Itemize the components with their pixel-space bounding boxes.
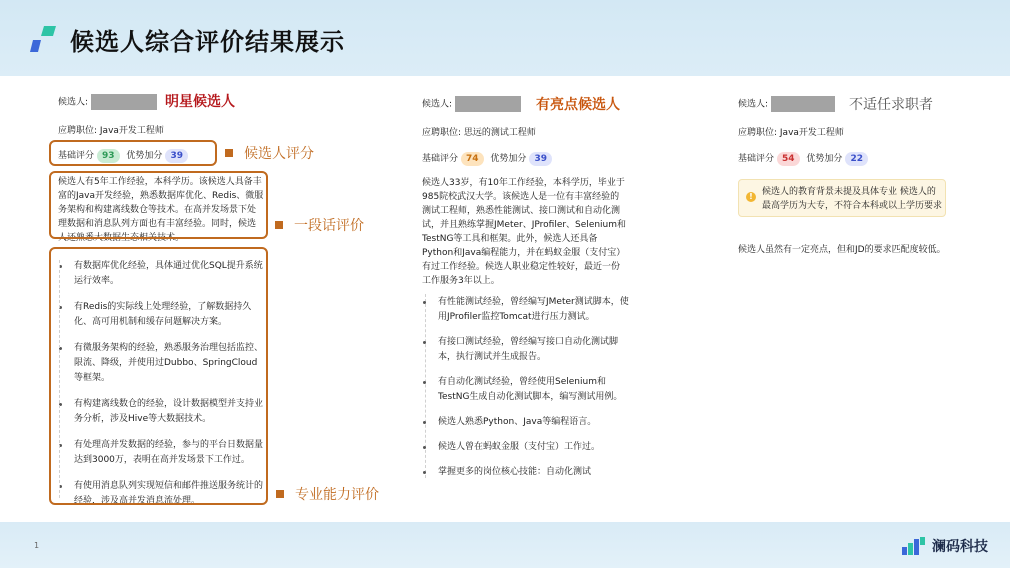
base-score-label: 基础评分: [422, 154, 459, 164]
list-item: 有性能测试经验，曾经编写JMeter测试脚本，使用JProfiler监控Tomcat进行压力测试。: [420, 295, 632, 325]
base-score-label: 基础评分: [58, 151, 95, 161]
callout-summary-text: 一段话评价: [294, 218, 364, 234]
warning-text: 候选人的教育背景未提及具体专业 候选人的最高学历为大专，不符合本科或以上学历要求: [762, 187, 943, 211]
list-item: 候选人熟悉Python、Java等编程语言。: [420, 415, 632, 430]
callout-skills: [276, 484, 379, 504]
base-score-badge: 74: [461, 152, 484, 166]
redacted-name: [771, 96, 835, 112]
bonus-score-label: 优势加分: [806, 154, 843, 164]
skills-highlight-box: [49, 247, 268, 505]
redacted-name: [91, 94, 157, 110]
candidate-name-row: [58, 94, 157, 110]
base-score-label: 基础评分: [738, 154, 775, 164]
list-item: 有微服务架构的经验，熟悉服务治理包括监控、限流、降级，并使用过Dubbo、SpringCloud等框架。: [56, 341, 266, 386]
verdict-label: 不适任求职者: [849, 97, 933, 113]
base-score-badge: 93: [97, 149, 120, 163]
brand-logo: [902, 536, 988, 556]
verdict-label: 有亮点候选人: [536, 97, 620, 113]
callout-marker-icon: [275, 221, 283, 229]
verdict-label: 明星候选人: [165, 94, 235, 110]
summary-text: 候选人33岁，有10年工作经验，本科学历，毕业于985院校武汉大学。该候选人是一位有丰富经验的测试工程师，熟悉性能测试、接口测试和自动化测试，并且熟练掌握JMeter、JProfiler、Selenium和TestNG等工具和框架。此外，候选人还具备Python和Java编程能力，并在蚂蚁金服（支付宝）有过工作经验。候选人职业稳定性较好，最近一份工作服务3年以上。: [422, 178, 627, 286]
list-item: 有接口测试经验，曾经编写接口自动化测试脚本，执行测试并生成报告。: [420, 335, 632, 365]
candidate-label: 候选人:: [422, 99, 453, 110]
list-item: 掌握更多的岗位核心技能：自动化测试: [420, 465, 632, 480]
summary-text: 候选人虽然有一定亮点，但和JD的要求匹配度较低。: [738, 245, 946, 255]
callout-marker-icon: [276, 490, 284, 498]
app-logo-icon: [30, 26, 58, 52]
brand-name: 澜码科技: [932, 539, 988, 555]
bonus-score-label: 优势加分: [126, 151, 163, 161]
header-banner: [0, 0, 1010, 76]
summary-text: 候选人有5年工作经验，本科学历。该候选人具备丰富的Java开发经验，熟悉数据库优化、Redis、微服务架构和构建离线数仓等技术。在高并发场景下处理数据和消息队列方面也有丰富经验。同时，候选人还熟悉大数据生态相关技术。: [58, 177, 264, 243]
list-item: 有处理高并发数据的经验，参与的平台日数据量达到3000万，表明在高并发场景下工作过。: [56, 438, 266, 468]
list-item: 候选人曾在蚂蚁金服（支付宝）工作过。: [420, 440, 632, 455]
position-row: 应聘职位: 思远的测试工程师: [422, 128, 536, 138]
position-row: 应聘职位: Java开发工程师: [58, 126, 164, 136]
list-item: 有自动化测试经验，曾经使用Selenium和TestNG生成自动化测试脚本，编写测试用例。: [420, 375, 632, 405]
score-row: [738, 151, 872, 166]
candidate-name-row: [738, 96, 835, 112]
bonus-score-label: 优势加分: [490, 154, 527, 164]
position-row: 应聘职位: Java开发工程师: [738, 128, 844, 138]
callout-rating-text: 候选人评分: [244, 146, 314, 162]
skills-list: [420, 295, 632, 480]
bonus-score-badge: 39: [165, 149, 188, 163]
score-row: [422, 151, 556, 166]
list-item: 有使用消息队列实现短信和邮件推送服务统计的经验，涉及高并发消息流处理。: [56, 479, 266, 509]
bonus-score-badge: 22: [845, 152, 868, 166]
page-title: 候选人综合评价结果展示: [70, 28, 345, 56]
list-item: 有构建离线数仓的经验，设计数据模型并支持业务分析，涉及Hive等大数据技术。: [56, 397, 266, 427]
footer-banner: [0, 522, 1010, 568]
callout-rating: [225, 143, 314, 163]
warning-box: [738, 179, 946, 217]
timeline-line: [59, 260, 60, 498]
redacted-name: [455, 96, 521, 112]
base-score-badge: 54: [777, 152, 800, 166]
summary-highlight-box: [49, 171, 268, 239]
candidate-label: 候选人:: [58, 97, 89, 108]
page-number: 1: [34, 541, 40, 550]
candidate-name-row: [422, 96, 521, 112]
callout-skills-text: 专业能力评价: [295, 487, 379, 503]
bonus-score-badge: 39: [529, 152, 552, 166]
brand-bars-icon: [902, 537, 928, 555]
rating-highlight-box: [49, 140, 217, 166]
list-item: 有Redis的实际线上处理经验，了解数据持久化、高可用机制和缓存问题解决方案。: [56, 300, 266, 330]
callout-marker-icon: [225, 149, 233, 157]
main-content: [0, 76, 1010, 522]
candidate-label: 候选人:: [738, 99, 769, 110]
warning-icon: !: [746, 192, 756, 202]
list-item: 有数据库优化经验，具体通过优化SQL提升系统运行效率。: [56, 259, 266, 289]
callout-summary: [275, 215, 364, 235]
